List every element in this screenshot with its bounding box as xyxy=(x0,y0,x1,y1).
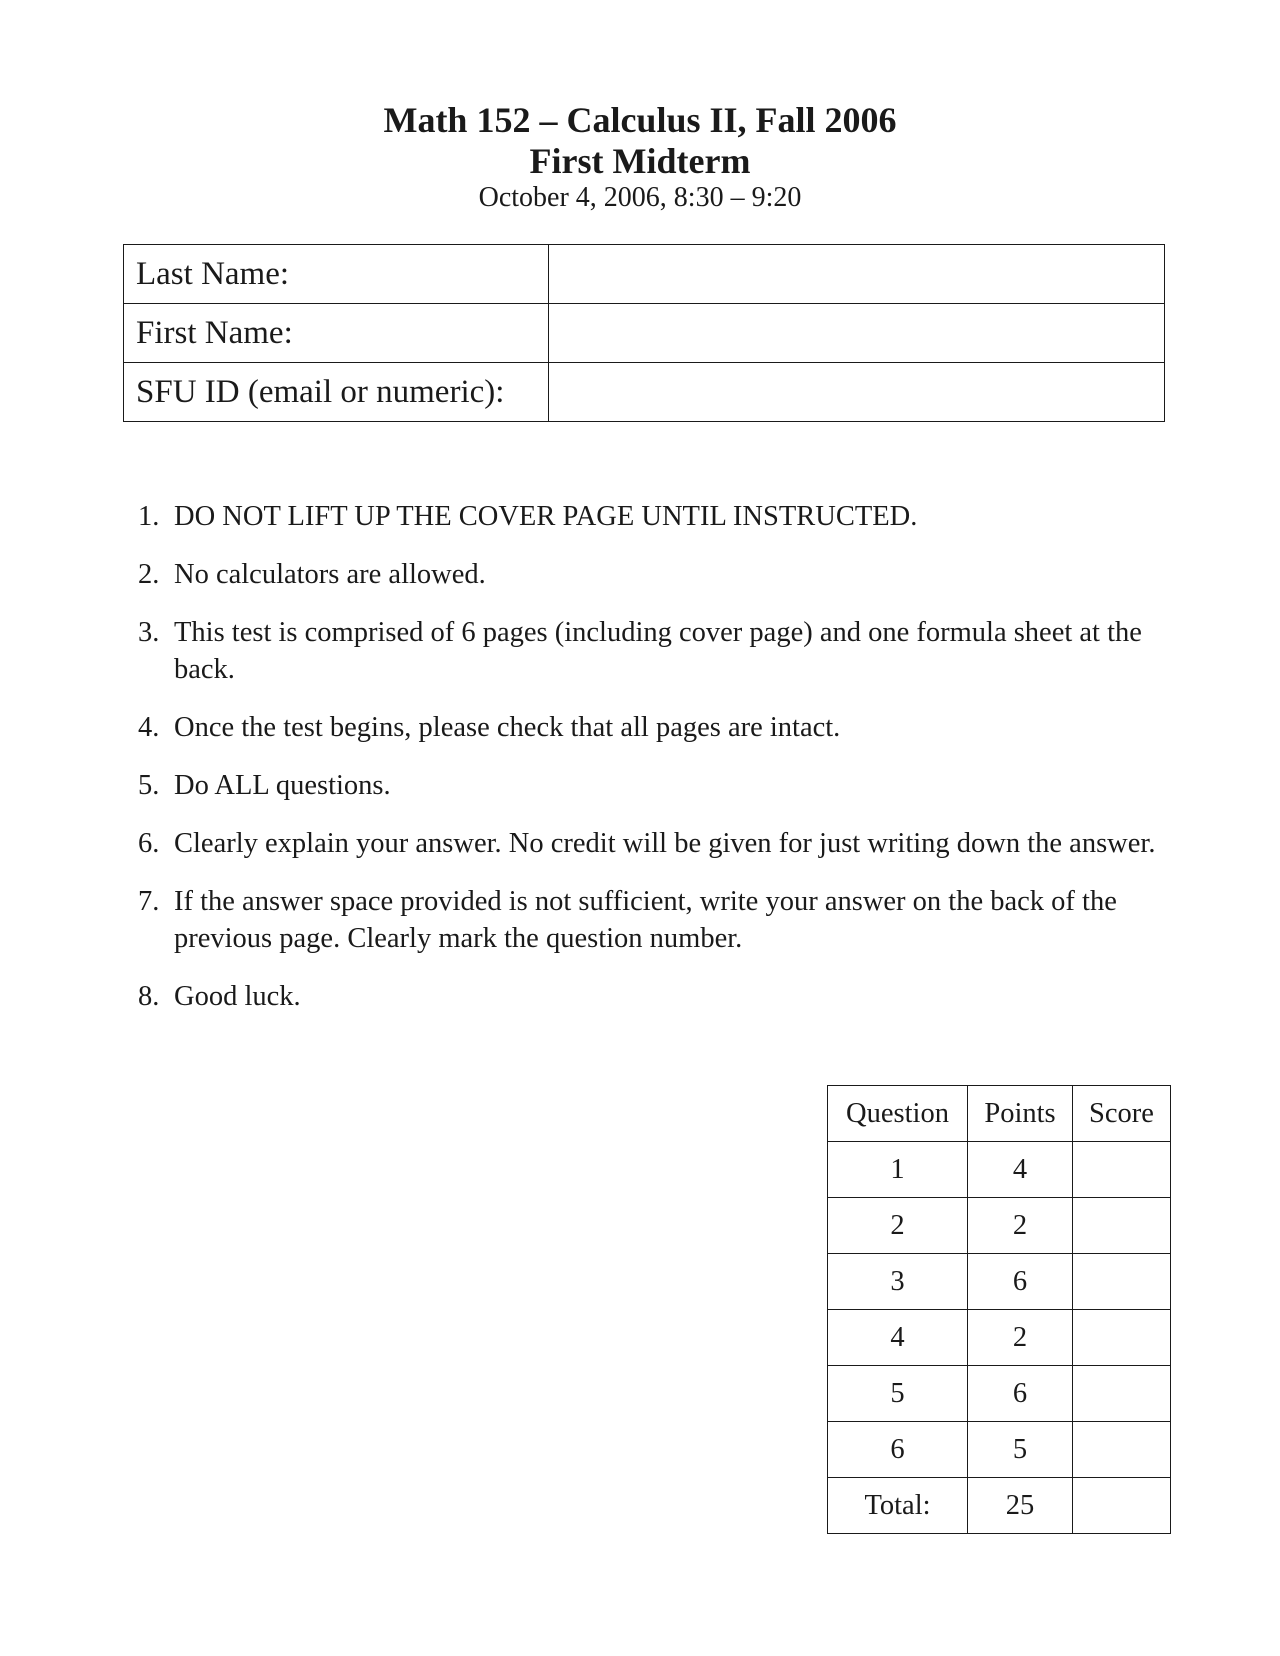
sfu-id-field[interactable] xyxy=(549,363,1165,422)
instruction-number: 5. xyxy=(138,770,160,801)
points-cell: 4 xyxy=(968,1142,1073,1198)
instruction-text: Once the test begins, please check that all pages are intact. xyxy=(174,712,841,743)
exam-subtitle: First Midterm xyxy=(529,141,751,181)
points-cell: 2 xyxy=(968,1198,1073,1254)
table-row xyxy=(828,1310,1171,1366)
table-row xyxy=(828,1366,1171,1422)
score-header: Score xyxy=(1073,1086,1171,1142)
table-row xyxy=(828,1422,1171,1478)
instruction-number: 3. xyxy=(138,617,160,648)
total-points: 25 xyxy=(968,1478,1073,1534)
instruction-item xyxy=(0,709,1165,746)
score-cell[interactable] xyxy=(1073,1366,1171,1422)
score-cell[interactable] xyxy=(1073,1254,1171,1310)
instruction-text: If the answer space provided is not sufficient, write your answer on the back of the previous page. Clearly mark the question number. xyxy=(174,886,1117,954)
instruction-number: 7. xyxy=(138,886,160,917)
score-cell[interactable] xyxy=(1073,1422,1171,1478)
student-info-table xyxy=(123,244,1165,422)
points-cell: 6 xyxy=(968,1254,1073,1310)
points-cell: 5 xyxy=(968,1422,1073,1478)
instruction-number: 8. xyxy=(138,981,160,1012)
table-row xyxy=(828,1142,1171,1198)
instruction-item xyxy=(0,825,1165,862)
points-cell: 6 xyxy=(968,1366,1073,1422)
table-row xyxy=(828,1254,1171,1310)
question-header: Question xyxy=(828,1086,968,1142)
instruction-number: 4. xyxy=(138,712,160,743)
instruction-number: 2. xyxy=(138,559,160,590)
score-table xyxy=(827,1085,1171,1534)
instruction-number: 6. xyxy=(138,828,160,859)
table-row xyxy=(828,1198,1171,1254)
points-header: Points xyxy=(968,1086,1073,1142)
question-cell: 6 xyxy=(828,1422,968,1478)
question-cell: 1 xyxy=(828,1142,968,1198)
score-cell[interactable] xyxy=(1073,1142,1171,1198)
instruction-item xyxy=(0,614,1165,688)
points-cell: 2 xyxy=(968,1310,1073,1366)
instruction-text: No calculators are allowed. xyxy=(174,559,486,590)
first-name-row xyxy=(124,304,1165,363)
question-cell: 2 xyxy=(828,1198,968,1254)
instruction-item xyxy=(0,498,1165,535)
first-name-field[interactable] xyxy=(549,304,1165,363)
exam-date: October 4, 2006, 8:30 – 9:20 xyxy=(478,182,802,213)
last-name-row xyxy=(124,245,1165,304)
total-score-cell[interactable] xyxy=(1073,1478,1171,1534)
sfu-id-row xyxy=(124,363,1165,422)
instruction-text: Do ALL questions. xyxy=(174,770,391,801)
exam-header xyxy=(0,100,1280,214)
instruction-text: DO NOT LIFT UP THE COVER PAGE UNTIL INSTRUCTED. xyxy=(174,501,918,532)
score-table-header xyxy=(828,1086,1171,1142)
question-cell: 4 xyxy=(828,1310,968,1366)
question-cell: 3 xyxy=(828,1254,968,1310)
instruction-number: 1. xyxy=(138,501,160,532)
sfu-id-label: SFU ID (email or numeric): xyxy=(124,363,549,422)
last-name-field[interactable] xyxy=(549,245,1165,304)
total-label: Total: xyxy=(828,1478,968,1534)
score-cell[interactable] xyxy=(1073,1310,1171,1366)
exam-title: Math 152 – Calculus II, Fall 2006 xyxy=(383,100,897,140)
total-row xyxy=(828,1478,1171,1534)
instruction-item xyxy=(0,978,1165,1015)
instruction-item xyxy=(0,767,1165,804)
instructions-list xyxy=(0,498,1165,1036)
instruction-text: Good luck. xyxy=(174,981,301,1012)
question-cell: 5 xyxy=(828,1366,968,1422)
score-cell[interactable] xyxy=(1073,1198,1171,1254)
instruction-text: This test is comprised of 6 pages (including cover page) and one formula sheet at the back. xyxy=(174,617,1142,685)
last-name-label: Last Name: xyxy=(124,245,549,304)
first-name-label: First Name: xyxy=(124,304,549,363)
instruction-item xyxy=(0,883,1165,957)
instruction-text: Clearly explain your answer. No credit will be given for just writing down the answer. xyxy=(174,828,1156,859)
instruction-item xyxy=(0,556,1165,593)
